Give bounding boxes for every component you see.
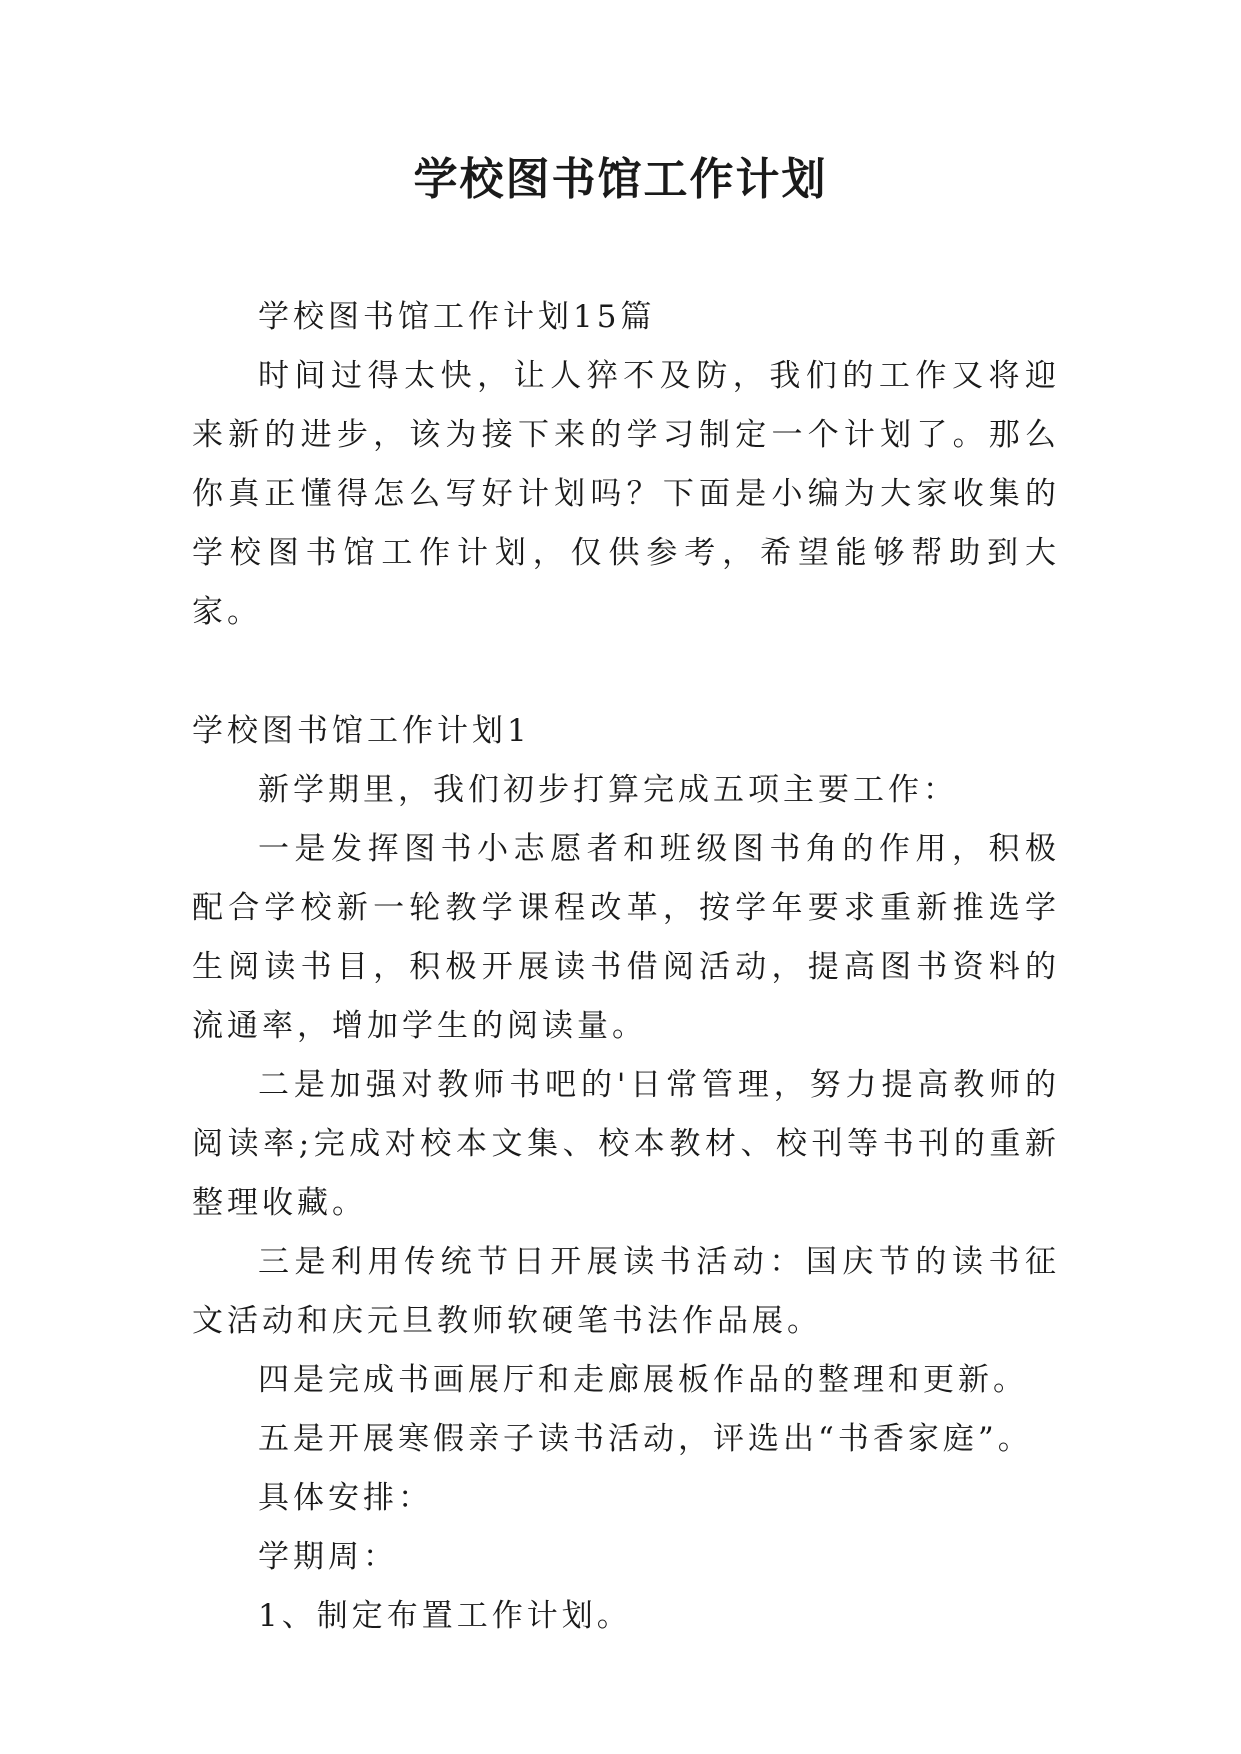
document-body — [192, 288, 1060, 1646]
paragraph: 具体安排： — [258, 1480, 433, 1516]
paragraph: 四是完成书画展厅和走廊展板作品的整理和更新。 — [258, 1362, 1028, 1398]
intro-paragraph: 时间过得太快，让人猝不及防，我们的工作又将迎来新的进步，该为接下来的学习制定一个计划了。那么你真正懂得怎么写好计划吗？下面是小编为大家收集的学校图书馆工作计划，仅供参考，希望能够帮助到大家。 — [192, 358, 1060, 630]
document-subtitle: 学校图书馆工作计划15篇 — [258, 299, 656, 335]
paragraph: 学期周： — [258, 1539, 398, 1575]
paragraph: 新学期里，我们初步打算完成五项主要工作： — [258, 772, 958, 808]
document-title: 学校图书馆工作计划 — [413, 154, 828, 205]
paragraph: 三是利用传统节日开展读书活动：国庆节的读书征文活动和庆元旦教师软硬笔书法作品展。 — [192, 1244, 1060, 1339]
paragraph: 二是加强对教师书吧的'日常管理，努力提高教师的阅读率;完成对校本文集、校本教材、校刊等书刊的重新整理收藏。 — [192, 1067, 1060, 1221]
paragraph: 1、制定布置工作计划。 — [258, 1598, 632, 1634]
paragraph: 五是开展寒假亲子读书活动，评选出“书香家庭”。 — [258, 1421, 1033, 1457]
paragraph: 一是发挥图书小志愿者和班级图书角的作用，积极配合学校新一轮教学课程改革，按学年要求重新推选学生阅读书目，积极开展读书借阅活动，提高图书资料的流通率，增加学生的阅读量。 — [192, 831, 1060, 1044]
section-heading: 学校图书馆工作计划1 — [192, 713, 531, 749]
